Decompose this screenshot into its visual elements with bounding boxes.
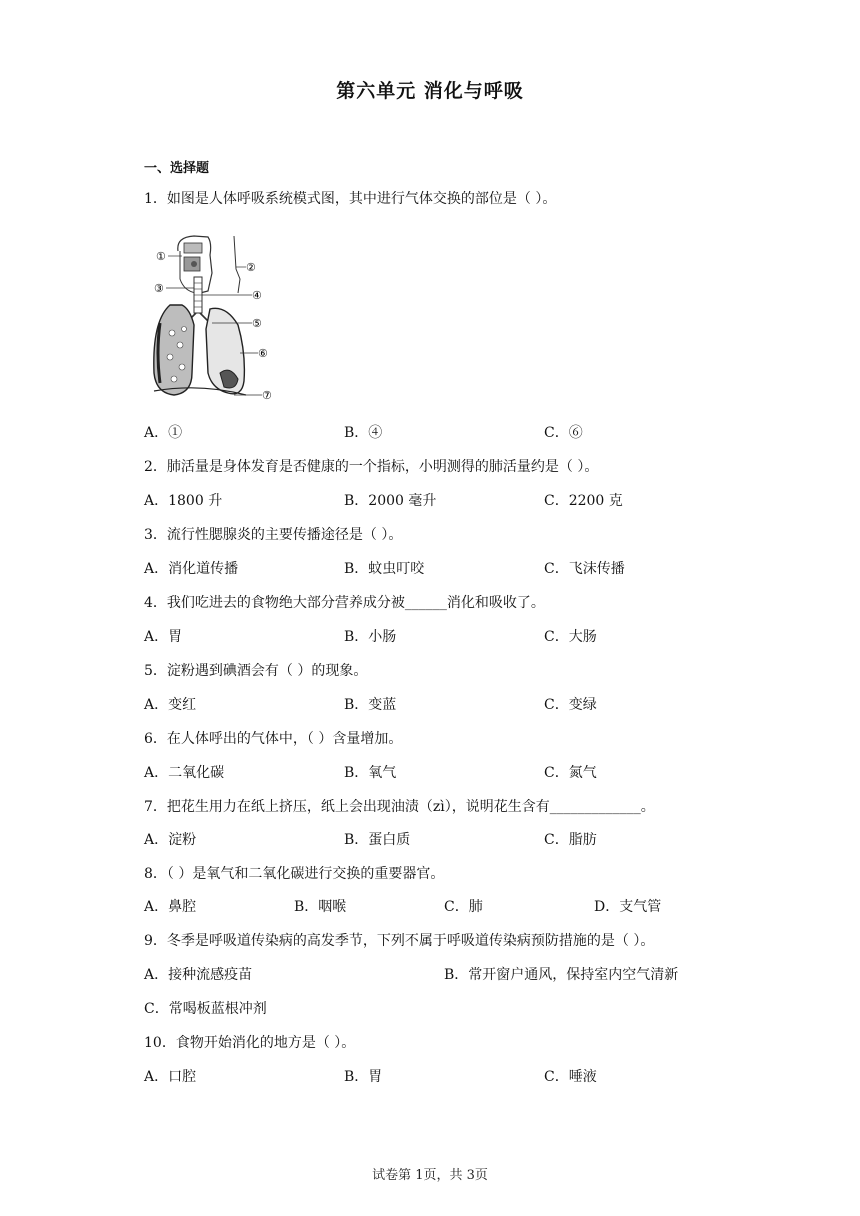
option-a[interactable]: A．鼻腔 [144,899,197,915]
option-d[interactable]: D．支气管 [594,899,662,915]
section-heading: 一、选择题 [144,161,210,176]
question-5-options [144,694,724,714]
option-b[interactable]: B．蚊虫叮咬 [344,561,425,577]
question-8-options [144,896,724,916]
option-b[interactable]: B．氧气 [344,765,397,781]
question-1-options [144,422,724,442]
option-b[interactable]: B．2000 毫升 [344,493,437,509]
option-c[interactable]: C．飞沫传播 [544,561,625,577]
option-b[interactable]: B．蛋白质 [344,832,411,848]
question-6-stem: 6．在人体呼出的气体中，（ ）含量增加。 [144,731,403,747]
diagram-label-5: ⑤ [252,317,262,330]
question-1-stem: 1．如图是人体呼吸系统模式图，其中进行气体交换的部位是（ ）。 [144,191,557,207]
option-c[interactable]: C．脂肪 [544,832,597,848]
question-7-stem: 7．把花生用力在纸上挤压，纸上会出现油渍（zì），说明花生含有_____________。 [144,799,655,815]
diagram-label-7: ⑦ [262,389,272,402]
question-9-stem: 9．冬季是呼吸道传染病的高发季节，下列不属于呼吸道传染病预防措施的是（ ）。 [144,933,655,949]
respiratory-system-diagram [150,233,280,403]
option-a[interactable]: A．1800 升 [144,493,223,509]
option-a[interactable]: A．胃 [144,629,183,645]
question-6-options [144,762,724,782]
option-c[interactable]: C．变绿 [544,697,597,713]
question-4-options [144,626,724,646]
diagram-label-2: ② [246,261,256,274]
option-c[interactable]: C．氮气 [544,765,597,781]
question-8-stem: 8．（ ）是氧气和二氧化碳进行交换的重要器官。 [144,866,445,882]
option-b[interactable]: B．咽喉 [294,899,347,915]
diagram-label-6: ⑥ [258,347,268,360]
page-title: 第六单元 消化与呼吸 [336,80,524,102]
question-3-options [144,558,724,578]
question-2-stem: 2．肺活量是身体发育是否健康的一个指标，小明测得的肺活量约是（ ）。 [144,459,599,475]
option-a[interactable]: A．口腔 [144,1069,197,1085]
diagram-label-1: ① [156,250,166,263]
option-b[interactable]: B．变蓝 [344,697,397,713]
question-4-stem: 4．我们吃进去的食物绝大部分营养成分被______消化和吸收了。 [144,595,545,611]
option-c[interactable]: C．大肠 [544,629,597,645]
option-c[interactable]: C．2200 克 [544,493,623,509]
option-c[interactable]: C．常喝板蓝根冲剂 [144,1001,267,1017]
diagram-label-4: ④ [252,289,262,302]
question-9-options-row1 [144,964,724,984]
option-b[interactable]: B．胃 [344,1069,383,1085]
option-a[interactable]: A．① [144,425,183,441]
option-a[interactable]: A．消化道传播 [144,561,239,577]
option-b[interactable]: B．小肠 [344,629,397,645]
question-10-options [144,1066,724,1086]
option-c[interactable]: C．肺 [444,899,483,915]
option-b[interactable]: B．常开窗户通风，保持室内空气清新 [444,967,679,983]
option-a[interactable]: A．变红 [144,697,197,713]
option-a[interactable]: A．接种流感疫苗 [144,967,253,983]
option-c[interactable]: C．唾液 [544,1069,597,1085]
option-a[interactable]: A．二氧化碳 [144,765,225,781]
question-7-options [144,829,724,849]
option-a[interactable]: A．淀粉 [144,832,197,848]
question-9-options-row2 [144,998,724,1018]
question-2-options [144,490,724,510]
question-5-stem: 5．淀粉遇到碘酒会有（ ）的现象。 [144,663,368,679]
diagram-label-3: ③ [154,282,164,295]
question-10-stem: 10．食物开始消化的地方是（ ）。 [144,1035,356,1051]
option-b[interactable]: B．④ [344,425,383,441]
page-footer: 试卷第 1页，共 3页 [372,1168,488,1183]
option-c[interactable]: C．⑥ [544,425,583,441]
question-3-stem: 3．流行性腮腺炎的主要传播途径是（ ）。 [144,527,403,543]
